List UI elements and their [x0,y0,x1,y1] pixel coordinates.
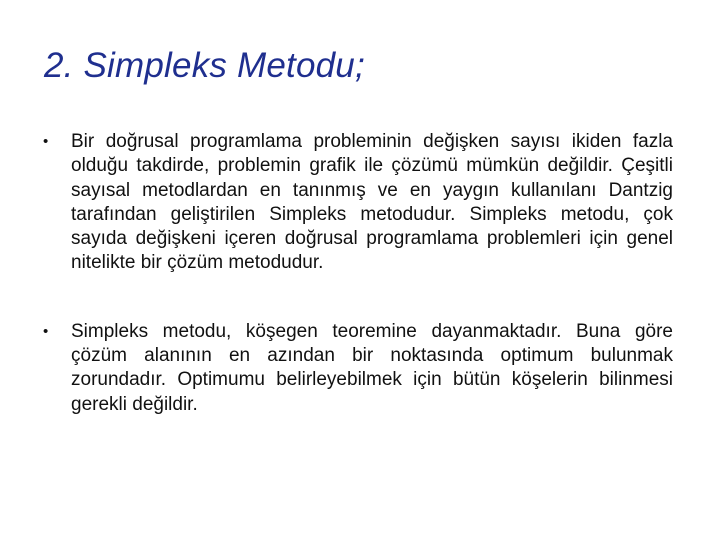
bullet-text-1: Bir doğrusal programlama probleminin değişken sayısı ikiden fazla olduğu takdirde, problemin grafik ile çözümü mümkün değildir. Çeşitli sayısal metodlardan en tanınmış ve en yaygın kullanılanı Dantzig tarafından geliştirilen Simpleks metodudur. Simpleks metodu, çok sayıda değişkeni içeren doğrusal programlama problemleri için genel nitelikte bir çözüm metodudur. [71,131,673,274]
bullet-text-2: Simpleks metodu, köşegen teoremine dayanmaktadır. Buna göre çözüm alanının en azından bir noktasında optimum bulunmak zorundadır. Optimumu belirleyebilmek için bütün köşelerin bilinmesi gerekli değildir. [71,320,673,415]
bullet-icon: • [43,322,49,340]
bullet-item-1 [43,130,673,276]
bullet-icon: • [43,133,49,150]
slide-title: 2. Simpleks Metodu; [44,46,365,85]
bullet-list [43,130,673,417]
bullet-item-2 [43,320,673,417]
